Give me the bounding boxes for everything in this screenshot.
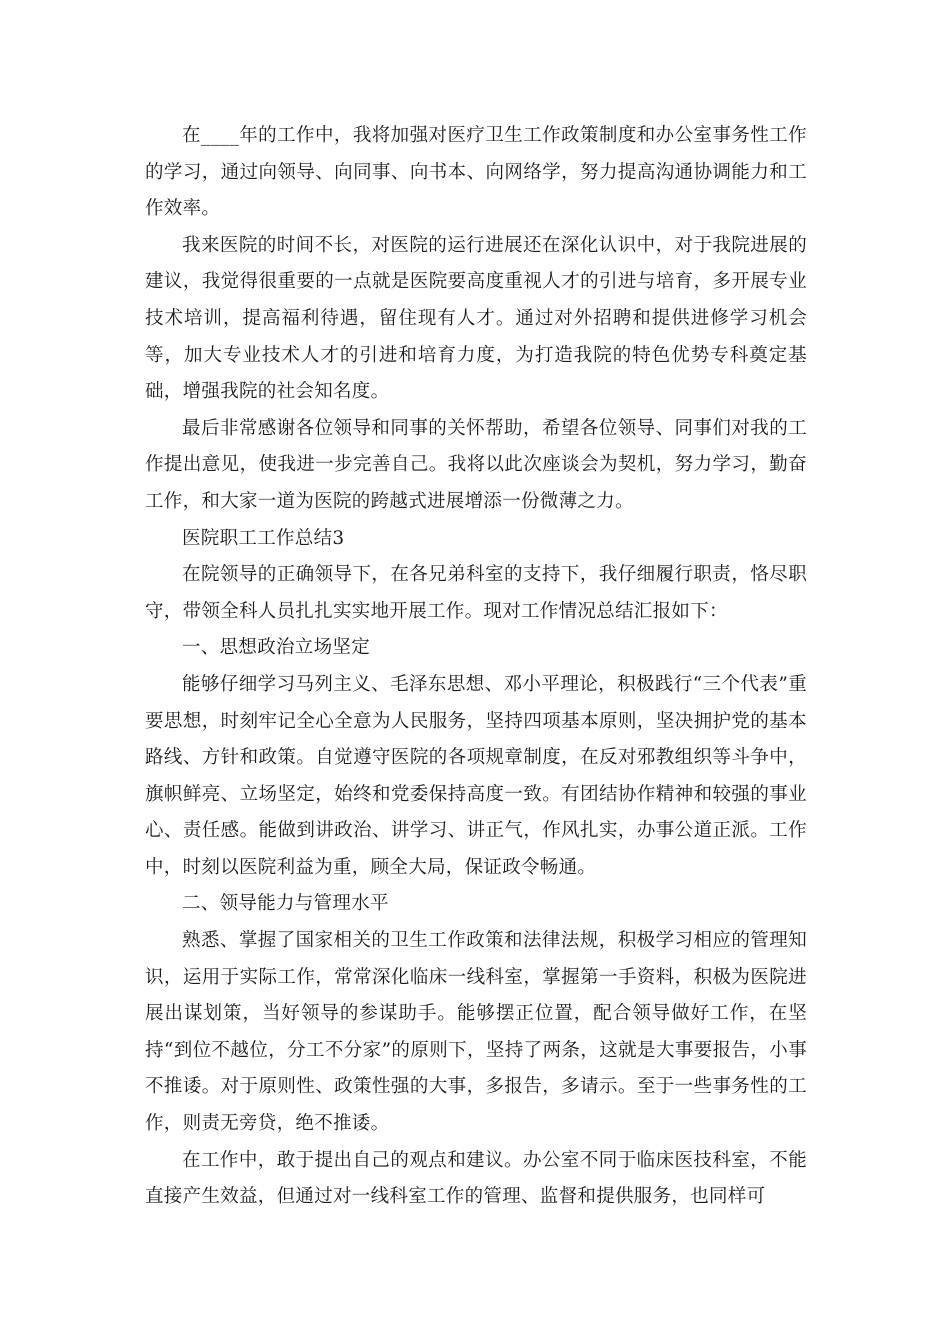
- paragraph-section-2a: 熟悉、掌握了国家相关的卫生工作政策和法律法规，积极学习相应的管理知识，运用于实际工作，常常深化临床一线科室，掌握第一手资料，积极为医院进展出谋划策，当好领导的参谋助手。能够摆正位置，配合领导做好工作，在坚持“到位不越位，分工不分家”的原则下，坚持了两条，这就是大事要报告，小事不推诿。对于原则性、政策性强的大事，多报告，多请示。至于一些事务性的工作，则责无旁贷，绝不推诿。: [145, 930, 807, 1135]
- section-heading-2: 二、领导能力与管理水平: [182, 893, 389, 915]
- paragraph-1: 在____年的工作中，我将加强对医疗卫生工作政策制度和办公室事务性工作的学习，通过向领导、向同事、向书本、向网络学，努力提高沟通协调能力和工作效率。: [145, 125, 807, 220]
- section-heading-1: 一、思想政治立场坚定: [182, 637, 371, 659]
- paragraph-section-1: 能够仔细学习马列主义、毛泽东思想、邓小平理论，积极践行“三个代表”重要思想，时刻牢记全心全意为人民服务，坚持四项基本原则，坚决拥护党的基本路线、方针和政策。自觉遵守医院的各项规章制度，在反对邪教组织等斗争中，旗帜鲜亮、立场坚定，始终和党委保持高度一致。有团结协作精神和较强的事业心、责任感。能做到讲政治、讲学习、讲正气，作风扎实，办事公道正派。工作中，时刻以医院利益为重，顾全大局，保证政令畅通。: [145, 673, 807, 878]
- paragraph-section-2b: 在工作中，敢于提出自己的观点和建议。办公室不同于临床医技科室，不能直接产生效益，但通过对一线科室工作的管理、监督和提供服务，也同样可: [145, 1149, 807, 1208]
- paragraph-intro: 在院领导的正确领导下，在各兄弟科室的支持下，我仔细履行职责，恪尽职守，带领全科人员扎扎实实地开展工作。现对工作情况总结汇报如下：: [145, 564, 807, 622]
- document-page: [145, 118, 807, 1216]
- paragraph-2: 我来医院的时间不长，对医院的运行进展还在深化认识中，对于我院进展的建议，我觉得很重要的一点就是医院要高度重视人才的引进与培育，多开展专业技术培训，提高福利待遇，留住现有人才。通过对外招聘和提供进修学习机会等，加大专业技术人才的引进和培育力度，为打造我院的特色优势专科奠定基础，增强我院的社会知名度。: [145, 234, 807, 403]
- section-title: 医院职工工作总结3: [182, 527, 345, 549]
- paragraph-3: 最后非常感谢各位领导和同事的关怀帮助，希望各位领导、同事们对我的工作提出意见，使我进一步完善自己。我将以此次座谈会为契机，努力学习，勤奋工作，和大家一道为医院的跨越式进展增添一份微薄之力。: [145, 417, 807, 512]
